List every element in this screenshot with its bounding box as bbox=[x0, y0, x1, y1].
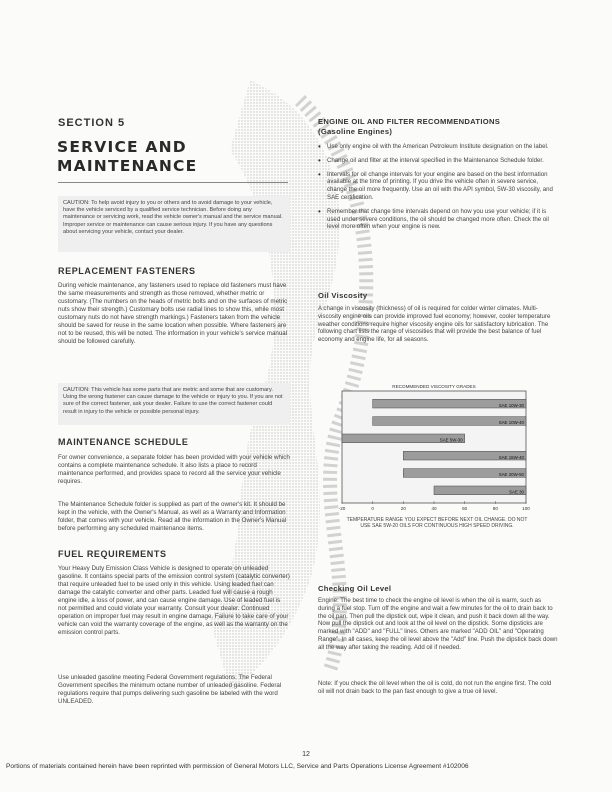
viscosity-bar-label: SAE 10W-40 bbox=[498, 420, 524, 426]
list-item: • Remember that change time intervals depend on how you use your vehicle; if it is used under severe conditions, the oil should be changed more often. Check the oil level more often when your engine is new. bbox=[318, 208, 558, 231]
chart-caption: TEMPERATURE RANGE YOU EXPECT BEFORE NEXT OIL CHANGE. DO NOT USE SAE 5W-20 OILS FOR CONTINUOUS HIGH SPEED DRIVING. bbox=[346, 517, 528, 529]
title-line-1: SERVICE AND bbox=[57, 138, 187, 156]
maintenance-schedule-heading: MAINTENANCE SCHEDULE bbox=[58, 437, 189, 447]
viscosity-bar-label: SAE 15W-40 bbox=[498, 454, 524, 460]
fuel-requirements-text-1: Your Heavy Duty Emission Class Vehicle is designed to operate on unleaded gasoline. It contains special parts of the emission control system (catalytic converter) that require unleaded fuel to be used only in this vehicle. Using leaded fuel can damage the catalytic converter and other parts. Leaded fuel will cause a rough engine idle, a loss of power, and can cause engine damage. Use of leaded fuel is not permitted and could violate your warranty. Consult your dealer. Continued operation on improper fuel may result in engine damage. Failure to take care of your vehicle can void the warranty coverage of the engine, as well as the warranty on the emission control parts. bbox=[58, 565, 290, 636]
footer-credit: Portions of materials contained herein have been reprinted with permission of General Motors LLC, Service and Parts Operations License Agreement #102006 bbox=[6, 763, 469, 770]
viscosity-chart-svg bbox=[318, 383, 530, 515]
section-label: SECTION 5 bbox=[58, 117, 126, 129]
page-number: 12 bbox=[302, 751, 310, 758]
maintenance-schedule-text-2: The Maintenance Schedule folder is supplied as part of the owner's kit. It should be kept in the vehicle, with the Owner's Manual, as well as a Warranty and Information folder, that comes with your vehicle. Read all the information in the Owner's Manual before performing any scheduled maintenance items. bbox=[58, 501, 287, 532]
viscosity-chart bbox=[318, 383, 530, 515]
caution-box-mid: CAUTION: This vehicle has some parts that are metric and some that are customary. Using the wrong fastener can cause damage to the vehicle or injury to you. If you are not sure of the correct fastener, ask your dealer. Failure to use the correct fastener could result in injury to the vehicle or possible personal injury. bbox=[58, 383, 290, 425]
chart-title: RECOMMENDED VISCOSITY GRADES bbox=[392, 384, 476, 389]
fuel-requirements-heading: FUEL REQUIREMENTS bbox=[58, 549, 167, 559]
checking-oil-text-1: Engine: The best time to check the engine oil level is when the oil is warm, such as during a fuel stop. Turn off the engine and wait a few minutes for the oil to drain back to the oil pan. Then pull the dipstick out, wipe it clean, and push it back down all the way. Now pull the dipstick out and look at the oil level on the dipstick. Some dipsticks are marked with "ADD" and "FULL" lines. Others are marked "ADD OIL" and "Operating Range". In all cases, keep the oil level above the "Add" line. Push the dipstick back down all the way after taking the reading. Add oil if needed. bbox=[318, 597, 558, 651]
fuel-requirements-text-2: Use unleaded gasoline meeting Federal Government regulations. The Federal Government specifies the minimum octane number of unleaded gasoline. Federal regulations require that pumps delivering such gasoline be labeled with the word UNLEADED. bbox=[58, 674, 282, 705]
title-line-2: MAINTENANCE bbox=[57, 157, 198, 175]
x-tick-label: 0 bbox=[371, 506, 374, 511]
page-title bbox=[57, 138, 197, 176]
checking-oil-heading: Checking Oil Level bbox=[318, 584, 392, 593]
x-tick-label: 20 bbox=[400, 506, 406, 511]
viscosity-bar-label: SAE 20W-50 bbox=[498, 472, 524, 478]
list-item: • Use only engine oil with the American Petroleum Institute designation on the label. bbox=[318, 143, 558, 151]
engine-oil-heading: ENGINE OIL AND FILTER RECOMMENDATIONS bbox=[318, 117, 501, 126]
title-rule bbox=[58, 182, 288, 183]
replacement-fasteners-heading: REPLACEMENT FASTENERS bbox=[58, 266, 196, 276]
x-tick-label: 60 bbox=[462, 506, 468, 511]
oil-viscosity-text: A change in viscosity (thickness) of oil is required for colder winter climates. Multi-viscosity engine oils can provide improved fuel economy; however, cooler temperature weather conditions require higher viscosity engine oils for satisfactory lubrication. The following chart lists the range of viscosities that will provide the best balance of fuel economy and engine life, for all seasons. bbox=[318, 305, 551, 344]
viscosity-bar-label: SAE 30 bbox=[509, 489, 524, 495]
oil-viscosity-heading: Oil Viscosity bbox=[318, 291, 368, 300]
engine-oil-subheading: (Gasoline Engines) bbox=[318, 127, 393, 136]
x-tick-label: 80 bbox=[492, 506, 498, 511]
engine-oil-bullets bbox=[318, 143, 558, 237]
checking-oil-text-2: Note: If you check the oil level when the oil is cold, do not run the engine first. The cold oil will not drain back to the pan fast enough to give a true oil level. bbox=[318, 680, 552, 695]
maintenance-schedule-text-1: For owner convenience, a separate folder has been provided with your vehicle which contains a complete maintenance schedule. It also lists a place to record maintenance performed, and provides space to record all the service your vehicle requires. bbox=[58, 454, 290, 485]
x-tick-label: -20 bbox=[338, 506, 346, 511]
list-item: • Intervals for oil change intervals for your engine are based on the best information available at the time of printing. If you drive the vehicle often in severe service, change the oil more frequently. Use an oil with the API symbol, 5W-30 viscosity, and SAE certification. bbox=[318, 171, 558, 202]
viscosity-bar-label: SAE 10W-30 bbox=[498, 402, 524, 408]
replacement-fasteners-text: During vehicle maintenance, any fasteners used to replace old fasteners must have the same measurements and strength as those removed, whether metric or customary. (The numbers on the heads of metric bolts and on the surfaces of metric nuts show their strength.) Customary bolts use radial lines to show this, while most customary nuts do not have strength markings.) Fasteners taken from the vehicle should be saved for reuse in the same location when possible. Where fasteners are not to be reused, this will be noted. The information in your vehicle's service manual should be followed carefully. bbox=[58, 282, 288, 345]
x-tick-label: 100 bbox=[522, 506, 530, 511]
x-tick-label: 40 bbox=[431, 506, 437, 511]
list-item: • Change oil and filter at the interval specified in the Maintenance Schedule folder. bbox=[318, 157, 558, 165]
caution-box-top: CAUTION: To help avoid injury to you or others and to avoid damage to your vehicle, have the vehicle serviced by a qualified service technician. Before doing any maintenance or servicing work, read the vehicle owner's manual and the service manual. Improper service or maintenance can cause serious injury. If you have any questions about servicing your vehicle, contact your dealer. bbox=[58, 196, 290, 252]
viscosity-bar-label: SAE 5W-30 bbox=[439, 437, 463, 443]
